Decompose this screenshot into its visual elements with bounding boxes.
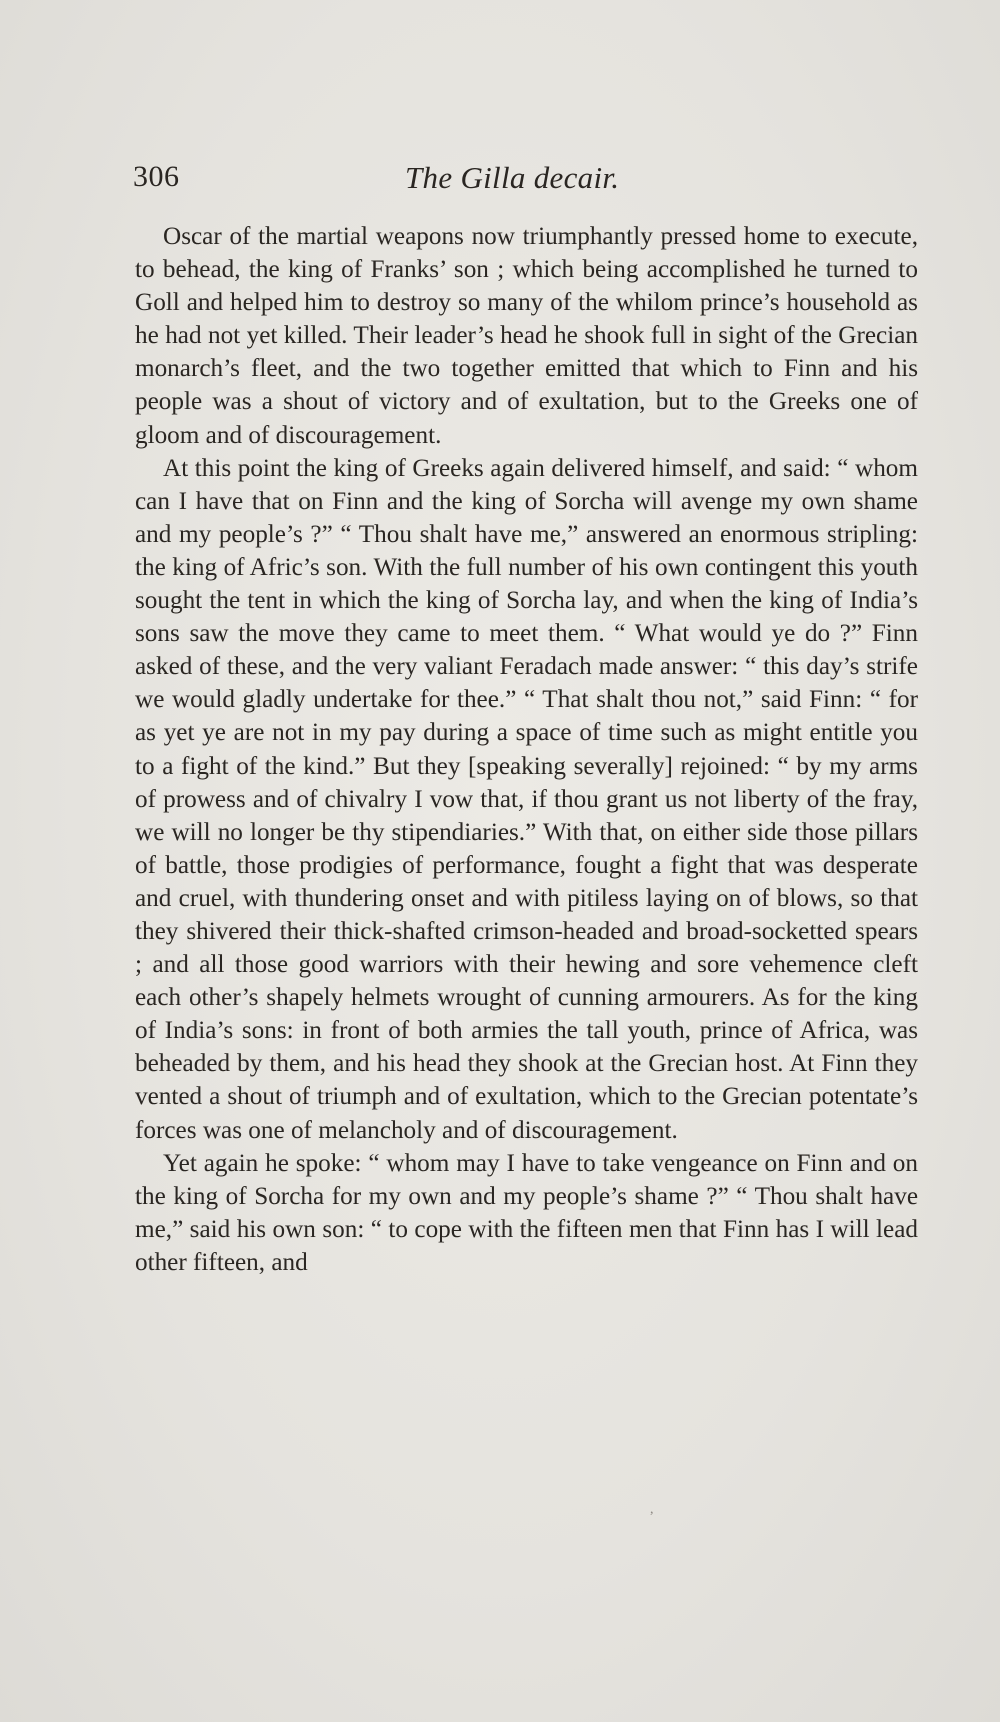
paragraph: Yet again he spoke: “ whom may I have to take vengeance on Finn and on the king of Sorcha for my own and my people’s shame ?” “ Thou shalt have me,” said his own son: “ to cope with the fifteen men that Finn has I will lead other fifteen, and [135, 1149, 918, 1276]
paper-speck: , [650, 1502, 654, 1517]
page-header [133, 160, 913, 200]
paragraph: Oscar of the martial weapons now triumphantly pressed home to execute, to behead, the king of Franks’ son ; which being accomplished he turned to Goll and helped him to destroy so many of the whilom prince’s household as he had not yet killed. Their leader’s head he shook full in sight of the Grecian monarch’s fleet, and the two together emitted that which to Finn and his people was a shout of victory and of exultation, but to the Greeks one of gloom and of discouragement. [135, 223, 918, 449]
paragraph: At this point the king of Greeks again delivered himself, and said: “ whom can I have that on Finn and the king of Sorcha will avenge my own shame and my people’s ?” “ Thou shalt have me,” answered an enormous stripling: the king of Afric’s son. With the full number of his own contingent this youth sought the tent in which the king of Sorcha lay, and when the king of India’s sons saw the move they came to meet them. “ What would ye do ?” Finn asked of these, and the very valiant Feradach made answer: “ this day’s strife we would gladly undertake for thee.” “ That shalt thou not,” said Finn: “ for as yet ye are not in my pay during a space of time such as might entitle you to a fight of the kind.” But they [speaking severally] rejoined: “ by my arms of prowess and of chivalry I vow that, if thou grant us not liberty of the fray, we will no longer be thy stipendiaries.” With that, on either side those pillars of battle, those prodigies of performance, fought a fight that was desperate and cruel, with thundering onset and with pitiless laying on of blows, so that they shivered their thick-shafted crimson-headed and broad-socketted spears ; and all those good warriors with their hewing and sore vehemence cleft each other’s shapely helmets wrought of cunning armourers. As for the king of India’s sons: in front of both armies the tall youth, prince of Africa, was beheaded by them, and his head they shook at the Grecian host. At Finn they vented a shout of triumph and of exultation, which to the Grecian potentate’s forces was one of melancholy and of discouragement. [135, 454, 918, 1144]
page-number: 306 [133, 160, 180, 193]
body-text [135, 220, 918, 1279]
running-title: The Gilla decair. [405, 160, 620, 195]
